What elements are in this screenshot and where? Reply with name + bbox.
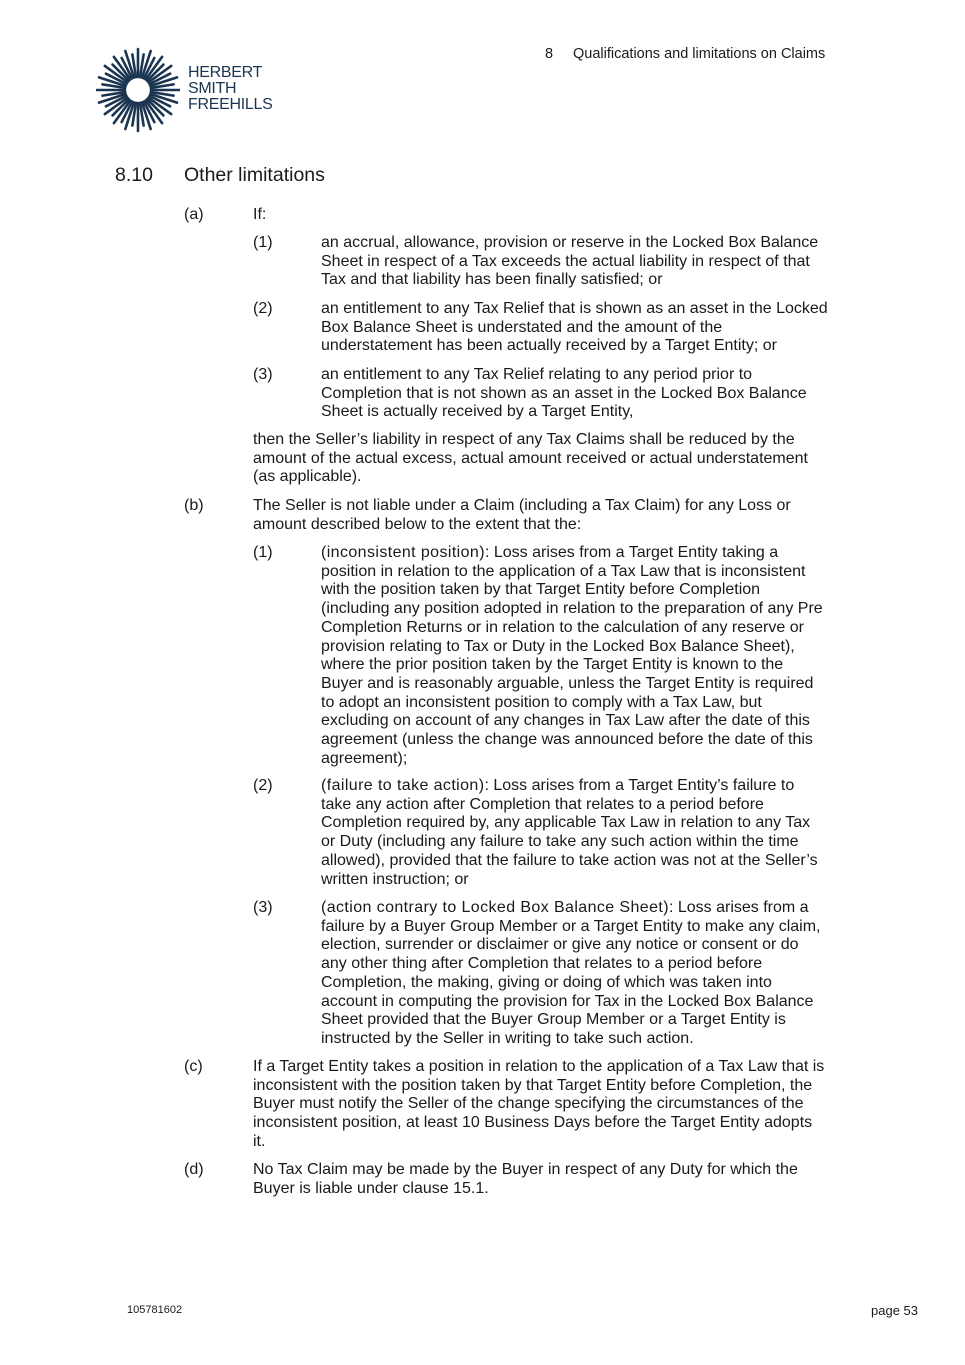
clause-b1-text <box>321 544 828 768</box>
footer-page-number: page 53 <box>871 1303 918 1318</box>
clause-b1-heading: (inconsistent position) <box>321 544 485 561</box>
clause-b2-text <box>321 777 828 889</box>
running-header-number: 8 <box>545 46 554 62</box>
clause-a1-label: (1) <box>253 234 273 251</box>
clause-a1-text: an accrual, allowance, provision or reserve in the Locked Box Balance Sheet in respect of a Tax exceeds the actual liability in respect of that Tax and that liability has been finally satisfied; or <box>321 234 819 289</box>
footer-doc-id: 105781602 <box>127 1304 183 1316</box>
clause-b2-heading: (failure to take action) <box>321 777 485 794</box>
logo-line-1: HERBERT <box>188 64 263 81</box>
clause-a3-label: (3) <box>253 366 273 383</box>
clause-b3-heading: (action contrary to Locked Box Balance Sheet) <box>321 899 669 916</box>
clause-a2-text: an entitlement to any Tax Relief that is shown as an asset in the Locked Box Balance Sheet is understated and the amount of the understatement has been actually received by a Target Entity; or <box>321 300 828 355</box>
clause-b3-text <box>321 899 828 1049</box>
clause-b2-body: : Loss arises from a Target Entity’s failure to take any action after Completion that relates to a period before Completion required by, any applicable Tax Law in relation to any Tax or Duty (including any failure to take any such action within the time allowed), provided that the failure to take action was not at the Seller’s written instruction; or <box>321 777 818 888</box>
clause-c-label: (c) <box>184 1058 203 1075</box>
clause-a-intro: If: <box>253 206 267 223</box>
clause-b-label: (b) <box>184 497 204 514</box>
clause-c-text: If a Target Entity takes a position in relation to the application of a Tax Law that is inconsistent with the position taken by that Target Entity before Completion, the Buyer must notify the Seller of the change specifying the circumstances of the inconsistent position, at least 10 Business Days before the Target Entity adopts it. <box>253 1058 825 1150</box>
clause-d-text: No Tax Claim may be made by the Buyer in respect of any Duty for which the Buyer is liable under clause 15.1. <box>253 1161 798 1197</box>
clause-a-label: (a) <box>184 206 204 223</box>
running-header-title: Qualifications and limitations on Claims <box>573 46 826 62</box>
starburst-logo-icon <box>96 47 180 133</box>
running-header <box>545 46 825 62</box>
firm-logo <box>96 47 276 133</box>
clause-b3-body: : Loss arises from a failure by a Buyer Group Member or a Target Entity to make any claim, election, surrender or disclaimer or give any notice or consent or do any other thing after Completion that relates to a period before Completion, the making, giving or doing of which was taken into account in computing the provision for Tax in the Locked Box Balance Sheet provided that the Buyer Group Member or a Target Entity is instructed by the Seller in writing to take such action. <box>321 899 821 1047</box>
clause-a3-text: an entitlement to any Tax Relief relating to any period prior to Completion that is not shown as an asset in the Locked Box Balance Sheet is actually received by a Target Entity, <box>321 366 807 421</box>
clause-a2-label: (2) <box>253 300 273 317</box>
clause-a-closing: then the Seller’s liability in respect of any Tax Claims shall be reduced by the amount of the actual excess, actual amount received or actual understatement (as applicable). <box>253 431 808 486</box>
clause-b1-label: (1) <box>253 544 273 561</box>
logo-line-3: FREEHILLS <box>188 96 273 113</box>
clause-b3-label: (3) <box>253 899 273 916</box>
clause-b2-label: (2) <box>253 777 273 794</box>
logo-line-2: SMITH <box>188 80 237 97</box>
clause-d-label: (d) <box>184 1161 204 1178</box>
clause-b-intro: The Seller is not liable under a Claim (including a Tax Claim) for any Loss or amount described below to the extent that the: <box>253 497 791 533</box>
logo-wordmark <box>188 65 272 113</box>
section-heading-number: 8.10 <box>115 164 153 186</box>
clause-b1-body: : Loss arises from a Target Entity taking a position in relation to the application of a Tax Law that is inconsistent with the position taken by that Target Entity before Completion (including any position adopted in relation to the preparation of any Pre Completion Returns or in relation to the calculation of any reserve or provision relating to Tax or Duty in the Locked Box Balance Sheet), where the prior position taken by the Target Entity is known to the Buyer and is reasonably arguable, unless the Target Entity is required to adopt an inconsistent position to comply with a Tax Law, but excluding on account of any changes in Tax Law after the date of this agreement (unless the change was announced before the date of this agreement); <box>321 544 823 767</box>
section-heading-title: Other limitations <box>184 164 325 186</box>
